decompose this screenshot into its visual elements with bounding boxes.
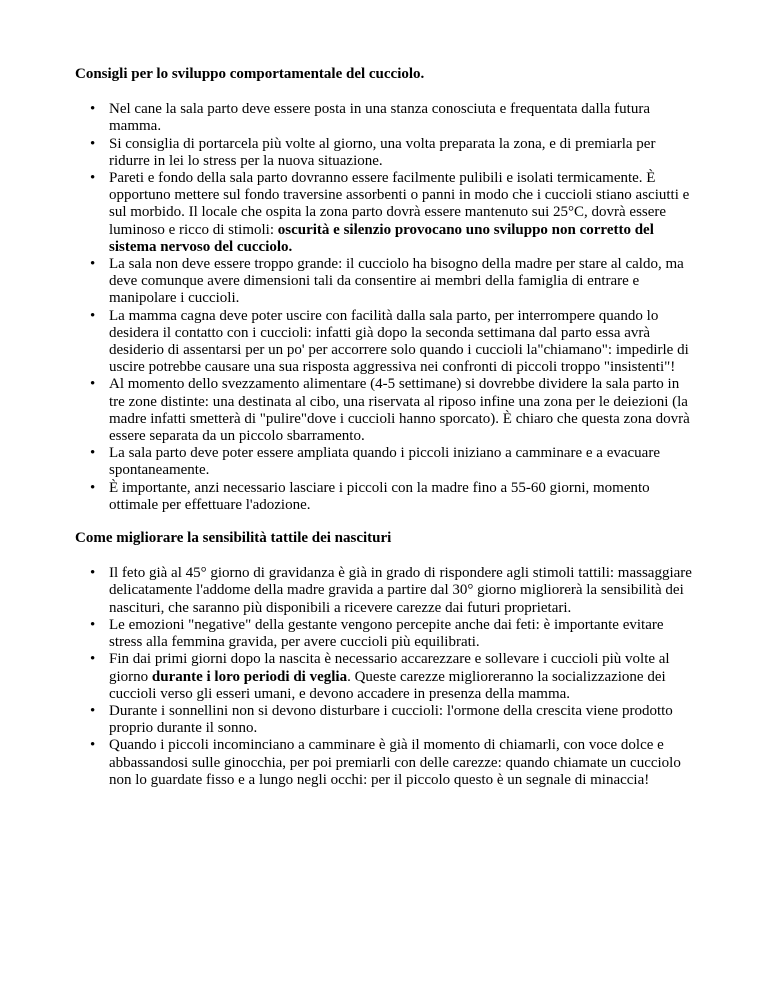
bullet-icon: •	[90, 565, 96, 582]
bullet-icon: •	[90, 135, 96, 152]
list-item: • Nel cane la sala parto deve essere posta in una stanza conosciuta e frequentata dalla futura mamma.	[90, 101, 650, 135]
bullet-icon: •	[90, 445, 96, 462]
bullet-icon: •	[90, 702, 96, 719]
list-item: • Fin dai primi giorni dopo la nascita è necessario accarezzare e sollevare i cuccioli più volte al giorno durante i loro periodi di veglia. Queste carezze miglioreranno la socializzazione dei cuccioli verso gli esseri umani, e devono accadere in presenza della mamma.	[90, 651, 670, 702]
list-item: • Quando i piccoli incominciano a camminare è già il momento di chiamarli, con voce dolce e abbassandosi sulle ginocchia, per poi premiarli con delle carezze: quando chiamate un cucciolo non lo guardate fisso e a lungo negli occhi: per il piccolo questo è un segnale di minaccia!	[90, 737, 681, 788]
bullet-icon: •	[90, 256, 96, 273]
section-heading: Consigli per lo sviluppo comportamentale del cucciolo.	[75, 66, 425, 82]
list-item: • È importante, anzi necessario lasciare i piccoli con la madre fino a 55-60 giorni, momento ottimale per effettuare l'adozione.	[90, 479, 650, 513]
list-item: • Pareti e fondo della sala parto dovranno essere facilmente pulibili e isolati termicamente. È opportuno mettere sul fondo traversine assorbenti o panni in modo che i cuccioli stiano asciutti e sul morbido. Il locale che ospita la zona parto dovrà essere mantenuto sui 25°C, dovrà essere luminoso e ricco di stimoli: oscurità e silenzio provocano uno sviluppo non corretto del sistema nervoso del cucciolo.	[90, 170, 690, 255]
bullet-icon: •	[90, 651, 96, 668]
list-item: • La mamma cagna deve poter uscire con facilità dalla sala parto, per interrompere quando lo desidera il contatto con i cuccioli: infatti già dopo la seconda settimana dal parto essa avrà desiderio di assentarsi per un po' per accorrere solo quando i cuccioli la"chiamano": impedirle di uscire potrebbe causare una sua risposta aggressiva nei confronti di piccoli troppo "insistenti"!	[90, 307, 689, 376]
list-item: • Il feto già al 45° giorno di gravidanza è già in grado di rispondere agli stimoli tattili: massaggiare delicatamente l'addome della madre gravida a partire dal 30° giorno migliorerà la sensibilità dei nascituri, che saranno più disponibili a ricevere carezze dai futuri proprietari.	[90, 565, 692, 616]
section2-bullet-list	[75, 565, 698, 789]
bullet-icon: •	[90, 479, 96, 496]
section1-bullet-list	[75, 101, 698, 514]
list-item: • Al momento dello svezzamento alimentare (4-5 settimane) si dovrebbe dividere la sala parto in tre zone distinte: una destinata al cibo, una riservata al riposo infine una zona per le deiezioni (la madre infatti smetterà di "pulire"dove i cuccioli hanno sporcato). È chiaro che questa zona dovrà essere separata da un piccolo sbarramento.	[90, 376, 690, 445]
section-heading: Come migliorare la sensibilità tattile dei nascituri	[75, 530, 392, 547]
bullet-icon: •	[90, 616, 96, 633]
list-item: • Si consiglia di portarcela più volte al giorno, una volta preparata la zona, e di premiarla per ridurre in lei lo stress per la nuova situazione.	[90, 135, 656, 169]
list-item: • Durante i sonnellini non si devono disturbare i cuccioli: l'ormone della crescita viene prodotto proprio durante il sonno.	[90, 702, 673, 737]
bullet-icon: •	[90, 376, 96, 393]
list-item: • Le emozioni "negative" della gestante vengono percepite anche dai feti: è importante evitare stress alla femmina gravida, per avere cuccioli più equilibrati.	[90, 616, 664, 651]
bold-emphasis: oscurità e silenzio provocano uno sviluppo non corretto del sistema nervoso del cucciolo.	[109, 221, 654, 255]
bold-emphasis: durante i loro periodi di veglia	[151, 668, 348, 685]
list-item: • La sala non deve essere troppo grande: il cucciolo ha bisogno della madre per stare al caldo, ma deve comunque avere dimensioni tali da consentire ai membri della famiglia di entrare e manipolare i cuccioli.	[90, 256, 684, 307]
bullet-icon: •	[90, 170, 96, 187]
list-item: • La sala parto deve poter essere ampliata quando i piccoli iniziano a camminare e a evacuare spontaneamente.	[90, 445, 660, 479]
bullet-icon: •	[90, 307, 96, 324]
bullet-icon: •	[90, 101, 96, 118]
bullet-icon: •	[90, 737, 96, 754]
